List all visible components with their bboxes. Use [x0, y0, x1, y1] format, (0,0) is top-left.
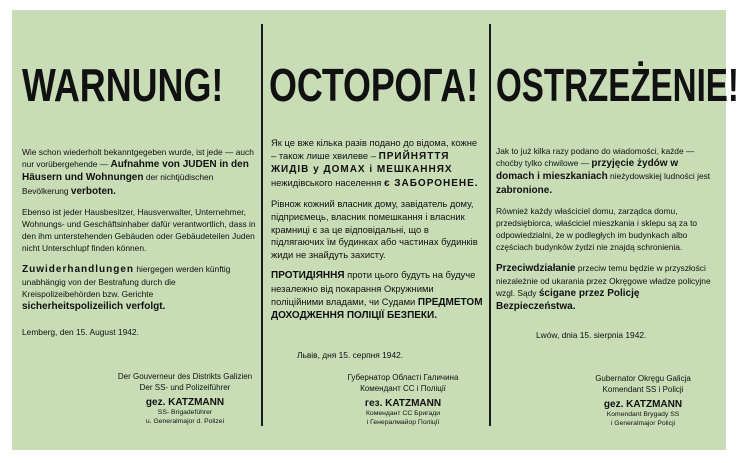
ukrainian-paragraph-2: Рівнож кожний власник дому, завідатель дому, підприємець, власник помешкання і власник крамниці є за це відповідальні, що в підлягаючих їм будинках або частинах будинків жиди не знайдуть захисту. — [271, 198, 478, 260]
german-paragraph-2: Ebenso ist jeder Hausbesitzer, Hausverwalter, Unternehmer, Wohnungs- und Geschäftsinhaber dafür verantwortlich, dass in den ihm unterstehenden Gebäuden oder Gebäudeteilen Juden nicht Unterschlupf finden können. — [22, 206, 256, 254]
polish-signature: Gubernator Okręgu Galicja Komendant SS i Policji gez. KATZMANN Komendant Brygady SS i Generalmajor Policji — [595, 374, 691, 427]
german-date: Lemberg, den 15. August 1942. — [22, 327, 139, 337]
ukrainian-paragraph-3: ПРОТИДІЯННЯ проти цього будуть на будуче незалежно від покарання Окружними поліційними владами, чи Судами ПРЕДМЕТОМ ДОХОДЖЕННЯ ПОЛІЦІЇ БЕЗПЕКИ. — [271, 269, 483, 322]
polish-body — [496, 145, 716, 321]
ukrainian-date: Львів, дня 15. серпня 1942. — [297, 350, 404, 360]
german-title: WARNUNG! — [22, 59, 224, 111]
polish-date: Lwów, dnia 15. sierpnia 1942. — [536, 330, 647, 340]
polish-title: OSTRZEŻENIE! — [496, 59, 739, 111]
column-divider-left — [261, 24, 263, 426]
ukrainian-body — [271, 137, 483, 331]
warning-poster — [12, 10, 739, 450]
ukrainian-paragraph-1: Як це вже кілька разів подано до відома, кожне – також лише хвилеве – ПРИЙНЯТТЯ ЖИДІВ у ДОМАХ і МЕШКАННЯХ нежидівського населення є ЗАБОРОНЕНЕ. — [271, 137, 479, 189]
polish-paragraph-3: Przeciwdziałanie przeciw temu będzie w przyszłości niezależnie od ukarania przez Okręgowe władze policyjne wzgl. Sądy ścigane przez Policję Bezpieczeństwa. — [496, 262, 711, 313]
polish-paragraph-2: Również każdy właściciel domu, zarządca domu, przedsiębiorca, właściciel mieszkania i sklepu są za to odpowiedzialni, że w podległych im budynkach albo częściach budynków żydzi nie znajdą schronienia. — [496, 205, 698, 253]
german-body — [22, 146, 256, 321]
ukrainian-title: ОСТОРОГА! — [269, 59, 479, 111]
polish-paragraph-1: Jak to już kilka razy podano do wiadomości, każde — choćby tylko chwilowe — przyjęcie żydów w domach i mieszkaniach nieżydowskiej ludności jest zabronione. — [496, 146, 711, 196]
german-signature: Der Gouverneur des Distrikts Galizien Der SS- und Polizeiführer gez. KATZMANN SS- Brigadeführer u. Generalmajor d. Polizei — [117, 372, 253, 425]
column-divider-right — [489, 24, 491, 426]
german-paragraph-1: Wie schon wiederholt bekanntgegeben wurde, ist jede — auch nur vorübergehende — Aufnahme von JUDEN in den Häusern und Wohnungen der nichtjüdischen Bevölkerung verboten. — [22, 147, 254, 197]
ukrainian-signature: Губернатор Області Галичина Комендант СС і Поліції гез. KATZMANN Комендант СС Бригади і Генералмайор Поліції — [347, 373, 459, 426]
german-paragraph-3: Zuwiderhandlungen hiergegen werden künftig unabhängig von der Bestrafung durch die Kreispolizeibehörden bzw. Gerichte sicherheitspolizeilich verfolgt. — [22, 263, 231, 313]
